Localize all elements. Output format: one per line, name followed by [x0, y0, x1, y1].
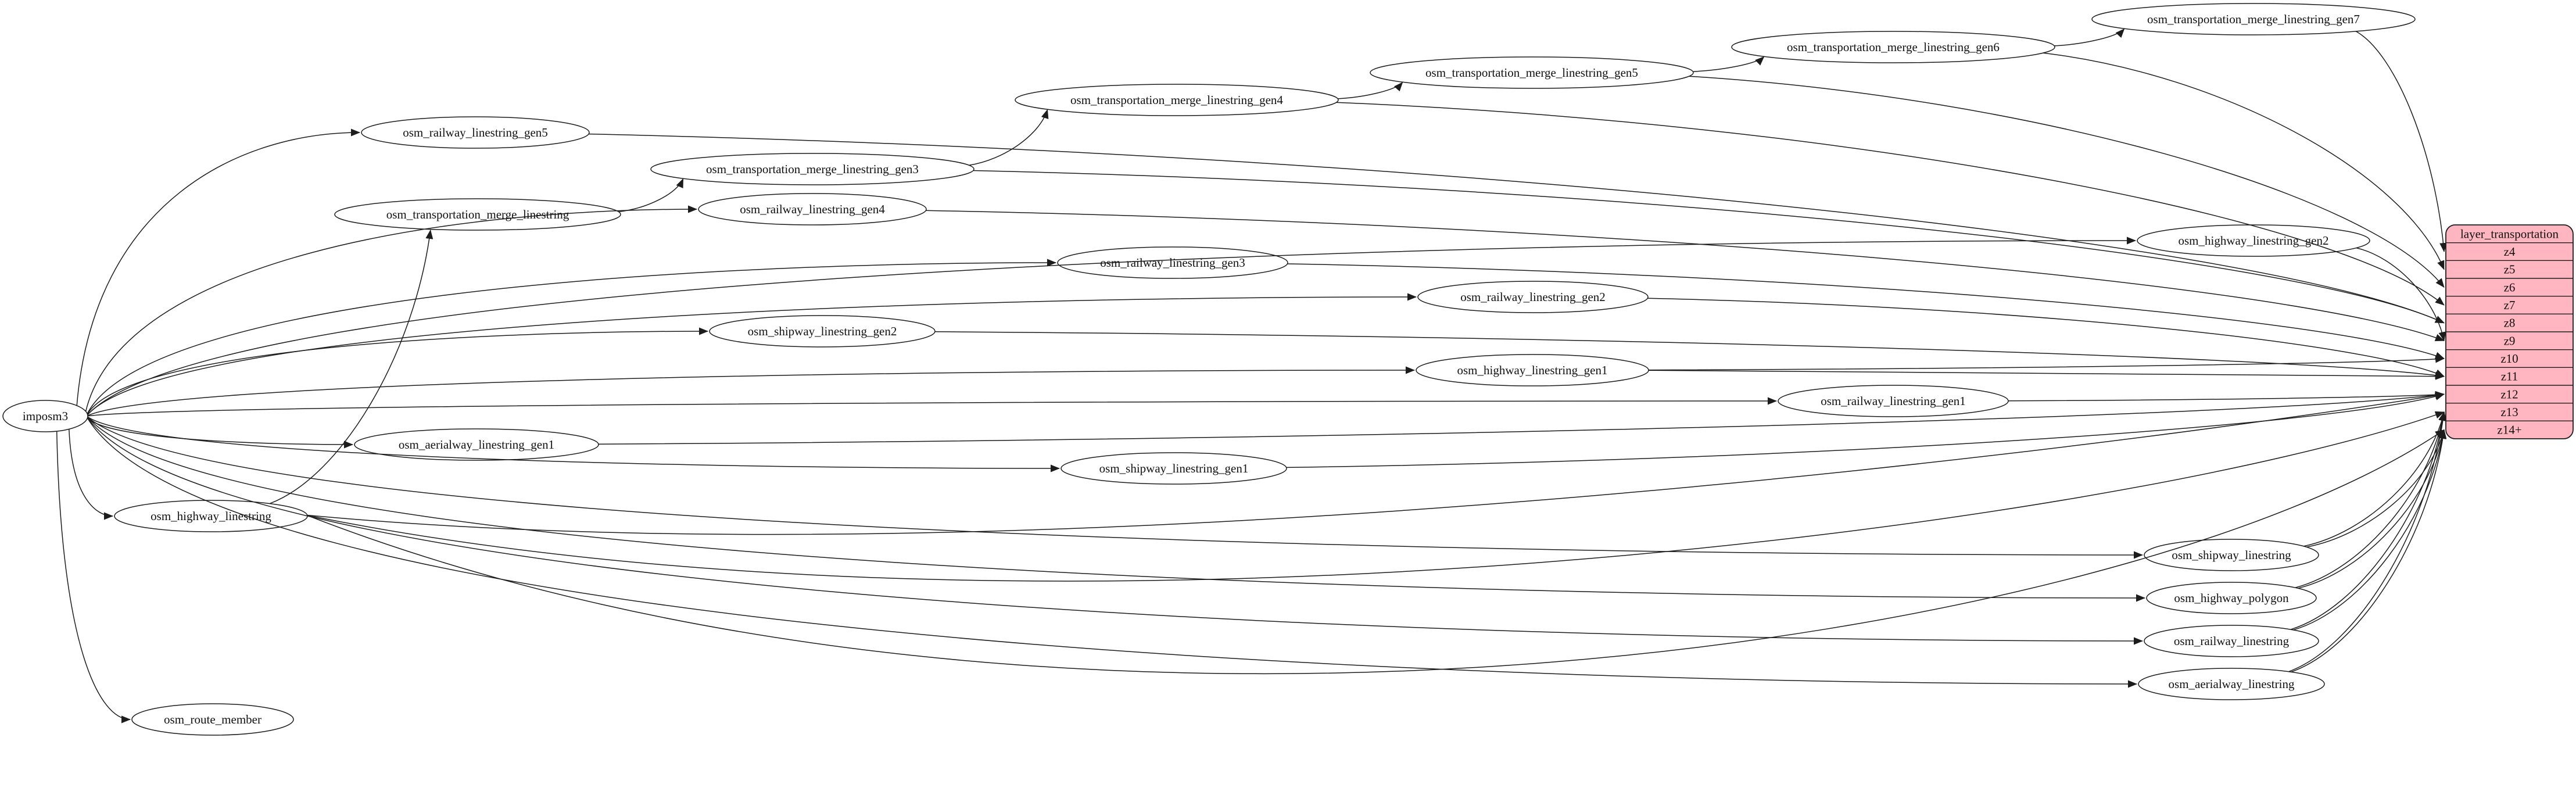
node-label-osm_shipway_linestring_gen1: osm_shipway_linestring_gen1 — [1099, 461, 1249, 475]
node-label-osm_railway_linestring_gen3: osm_railway_linestring_gen3 — [1100, 256, 1245, 270]
edge-osm_transportation_merge_linestring-to-osm_transportation_merge_linestring_gen3 — [618, 179, 683, 212]
node-label-osm_highway_polygon: osm_highway_polygon — [2174, 591, 2289, 605]
node-label-imposm3: imposm3 — [22, 409, 69, 423]
edge-osm_shipway_linestring-to-layer_transportation:z14+ — [2306, 430, 2444, 547]
node-label-osm_transportation_merge_linestring_gen4: osm_transportation_merge_linestring_gen4 — [1070, 93, 1283, 107]
edge-imposm3-to-osm_railway_linestring_gen2 — [88, 297, 1416, 415]
node-label-osm_highway_linestring_gen1: osm_highway_linestring_gen1 — [1457, 363, 1608, 377]
record-row-z10: z10 — [2500, 352, 2518, 366]
record-row-z14+: z14+ — [2497, 422, 2522, 437]
node-label-osm_aerialway_linestring_gen1: osm_aerialway_linestring_gen1 — [398, 438, 555, 452]
record-row-z8: z8 — [2503, 316, 2516, 330]
record-row-z5: z5 — [2503, 262, 2516, 277]
edge-osm_highway_linestring_gen1-to-layer_transportation:z11 — [1649, 370, 2444, 377]
node-label-osm_transportation_merge_linestring_gen7: osm_transportation_merge_linestring_gen7 — [2147, 12, 2360, 26]
record-row-z6: z6 — [2503, 280, 2516, 295]
edge-osm_shipway_linestring-to-layer_transportation:z13 — [2304, 412, 2445, 546]
edge-osm_transportation_merge_linestring_gen7-to-layer_transportation:z4 — [2356, 31, 2444, 252]
record-row-z9: z9 — [2503, 334, 2516, 348]
edge-osm_transportation_merge_linestring_gen6-to-osm_transportation_merge_linestring_gen7 — [2054, 29, 2124, 46]
node-label-osm_railway_linestring: osm_railway_linestring — [2173, 634, 2290, 648]
edge-imposm3-to-osm_railway_linestring_gen4 — [86, 209, 697, 411]
edge-osm_highway_linestring-to-layer_transportation:z13 — [307, 412, 2444, 581]
node-label-osm_route_member: osm_route_member — [164, 712, 261, 726]
edge-imposm3-to-osm_railway_linestring_gen5 — [77, 132, 360, 406]
edge-osm_highway_linestring_gen2-to-layer_transportation:z9 — [2356, 248, 2444, 341]
record-row-z11: z11 — [2500, 369, 2518, 384]
edge-osm_transportation_merge_linestring_gen3-to-osm_transportation_merge_linestring_gen4 — [969, 110, 1048, 166]
node-label-osm_highway_linestring_gen2: osm_highway_linestring_gen2 — [2178, 234, 2329, 248]
node-label-osm_shipway_linestring_gen2: osm_shipway_linestring_gen2 — [747, 324, 897, 338]
edge-osm_aerialway_linestring_gen1-to-layer_transportation:z12 — [599, 394, 2444, 444]
node-label-osm_transportation_merge_linestring: osm_transportation_merge_linestring — [386, 207, 569, 221]
node-label-osm_transportation_merge_linestring_gen5: osm_transportation_merge_linestring_gen5 — [1425, 66, 1638, 80]
edge-osm_railway_linestring_gen2-to-layer_transportation:z11 — [1647, 298, 2444, 376]
record-title: layer_transportation — [2460, 227, 2559, 241]
node-label-osm_shipway_linestring: osm_shipway_linestring — [2172, 548, 2291, 562]
edge-osm_highway_linestring-to-layer_transportation:z14+ — [307, 430, 2444, 674]
record-layer_transportation — [2446, 225, 2573, 439]
edge-osm_highway_polygon-to-layer_transportation:z14+ — [2298, 430, 2445, 589]
edge-osm_highway_linestring_gen1-to-layer_transportation:z10 — [1649, 359, 2444, 370]
edge-imposm3-to-osm_highway_linestring — [69, 429, 113, 516]
edge-osm_highway_linestring-to-osm_transportation_merge_linestring — [270, 230, 431, 504]
edge-osm_railway_linestring_gen3-to-layer_transportation:z10 — [1287, 264, 2444, 359]
edge-osm_transportation_merge_linestring_gen4-to-layer_transportation:z7 — [1336, 102, 2444, 305]
record-row-z13: z13 — [2500, 405, 2518, 419]
record-row-z12: z12 — [2500, 387, 2518, 402]
node-label-osm_railway_linestring_gen5: osm_railway_linestring_gen5 — [403, 126, 548, 139]
edge-imposm3-to-osm_route_member — [57, 431, 130, 719]
edge-imposm3-to-osm_aerialway_linestring_gen1 — [88, 418, 353, 445]
node-label-osm_aerialway_linestring: osm_aerialway_linestring — [2168, 677, 2295, 691]
node-label-osm_railway_linestring_gen4: osm_railway_linestring_gen4 — [740, 202, 885, 216]
edge-osm_highway_linestring-to-layer_transportation:z12 — [307, 394, 2444, 534]
edge-osm_transportation_merge_linestring_gen5-to-layer_transportation:z6 — [1689, 76, 2444, 287]
edge-imposm3-to-osm_railway_linestring_gen1 — [88, 401, 1776, 416]
node-label-osm_transportation_merge_linestring_gen6: osm_transportation_merge_linestring_gen6 — [1787, 40, 2000, 54]
edge-osm_aerialway_linestring-to-layer_transportation:z13 — [2289, 412, 2444, 672]
edge-imposm3-to-osm_shipway_linestring_gen2 — [87, 331, 708, 414]
node-label-osm_transportation_merge_linestring_gen3: osm_transportation_merge_linestring_gen3 — [706, 162, 919, 176]
node-label-osm_railway_linestring_gen1: osm_railway_linestring_gen1 — [1821, 394, 1966, 408]
edge-osm_transportation_merge_linestring_gen5-to-osm_transportation_merge_linestring_gen6 — [1693, 57, 1764, 72]
edge-osm_railway_linestring_gen1-to-layer_transportation:z12 — [2008, 394, 2444, 400]
node-label-osm_highway_linestring: osm_highway_linestring — [151, 509, 271, 523]
record-row-z7: z7 — [2503, 298, 2516, 312]
node-label-osm_railway_linestring_gen2: osm_railway_linestring_gen2 — [1460, 290, 1606, 304]
edge-osm_transportation_merge_linestring_gen4-to-osm_transportation_merge_linestring_gen5 — [1338, 83, 1402, 99]
record-row-z4: z4 — [2503, 245, 2516, 259]
